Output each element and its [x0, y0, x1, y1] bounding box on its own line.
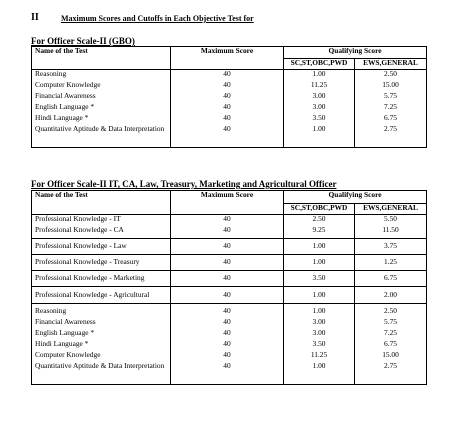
- table-cell: 1.00: [312, 306, 326, 315]
- table-cell: 40: [223, 306, 231, 315]
- table-cell: 40: [223, 91, 231, 100]
- table-cell: 2.50: [384, 306, 397, 315]
- ews-column: [355, 304, 427, 385]
- section-title: Maximum Scores and Cutoffs in Each Objective Test for: [61, 14, 254, 23]
- table-cell: Reasoning: [35, 69, 67, 78]
- col-header-name: Name of the Test: [32, 191, 171, 215]
- table-cell: 6.75: [384, 113, 397, 122]
- table-cell: Financial Awareness: [35, 91, 96, 100]
- ews-column: [355, 70, 427, 148]
- table-cell: 1.25: [355, 255, 427, 271]
- table-cell: 6.75: [384, 339, 397, 348]
- table-cell: 2.50: [384, 69, 397, 78]
- table-cell: 40: [223, 80, 231, 89]
- max-column: [171, 215, 284, 239]
- col-header-ews: EWS,GENERAL: [355, 59, 427, 70]
- section-number: II: [31, 12, 39, 23]
- table-cell: 40: [223, 317, 231, 326]
- table-cell: 2.75: [384, 361, 397, 370]
- table-cell: 3.00: [312, 328, 326, 337]
- table-cell: 15.00: [382, 350, 399, 359]
- table-cell: 40: [223, 113, 231, 122]
- sc-column: [284, 304, 355, 385]
- table-cell: 40: [171, 271, 284, 287]
- col-header-name: Name of the Test: [32, 47, 171, 70]
- table-cell: 11.25: [310, 80, 328, 89]
- table-cell: English Language *: [35, 102, 95, 111]
- table-cell: 1.00: [284, 239, 355, 255]
- table-cell: 40: [223, 69, 231, 78]
- table-cell: Computer Knowledge: [35, 350, 101, 359]
- table-cell: 6.75: [355, 271, 427, 287]
- table-cell: 3.00: [312, 317, 326, 326]
- max-column: [171, 304, 284, 385]
- table-cell: 2.50: [312, 214, 326, 223]
- col-header-ews: EWS,GENERAL: [355, 204, 427, 215]
- table-cell: Reasoning: [35, 306, 67, 315]
- table-cell: Hindi Language *: [35, 113, 89, 122]
- table-cell: 40: [223, 328, 231, 337]
- table-1-heading: For Officer Scale-II (GBO): [31, 36, 135, 46]
- specialist-score-table: [31, 190, 427, 385]
- gbo-score-table: [31, 46, 427, 148]
- col-header-sc: SC,ST,OBC,PWD: [284, 59, 355, 70]
- table-cell: 7.25: [384, 102, 397, 111]
- col-header-qualifying: Qualifying Score: [284, 191, 427, 204]
- table-cell: 3.00: [312, 91, 326, 100]
- table-cell: Professional Knowledge - Marketing: [32, 271, 171, 287]
- table-cell: 5.75: [384, 91, 397, 100]
- table-cell: 40: [223, 361, 231, 370]
- max-column: [171, 70, 284, 148]
- sc-column: [284, 70, 355, 148]
- table-cell: 40: [171, 255, 284, 271]
- name-column: [32, 215, 171, 239]
- table-2-heading: For Officer Scale-II IT, CA, Law, Treasury, Marketing and Agricultural Officer: [31, 179, 337, 189]
- table-cell: 40: [223, 214, 231, 223]
- name-column: [32, 70, 171, 148]
- sc-column: [284, 215, 355, 239]
- name-column: [32, 304, 171, 385]
- table-cell: 1.00: [284, 255, 355, 271]
- table-cell: English Language *: [35, 328, 95, 337]
- col-header-max: Maximum Score: [171, 47, 284, 70]
- table-cell: 5.75: [384, 317, 397, 326]
- table-cell: 9.25: [312, 225, 326, 234]
- table-row: [32, 271, 427, 287]
- table-cell: 40: [171, 239, 284, 255]
- table-cell: 5.50: [384, 214, 397, 223]
- table-cell: 40: [223, 225, 231, 234]
- table-cell: 40: [171, 287, 284, 304]
- table-cell: Professional Knowledge - IT: [35, 214, 121, 223]
- table-cell: 3.50: [284, 271, 355, 287]
- table-cell: 11.25: [310, 350, 328, 359]
- table-cell: 7.25: [384, 328, 397, 337]
- table-cell: 3.50: [312, 113, 326, 122]
- table-cell: Professional Knowledge - CA: [35, 225, 124, 234]
- table-cell: 40: [223, 339, 231, 348]
- table-cell: 1.00: [312, 361, 326, 370]
- col-header-qualifying: Qualifying Score: [284, 47, 427, 59]
- table-cell: 1.00: [312, 69, 326, 78]
- table-cell: Computer Knowledge: [35, 80, 101, 89]
- col-header-sc: SC,ST,OBC,PWD: [284, 204, 355, 215]
- table-cell: Professional Knowledge - Agricultural: [32, 287, 171, 304]
- table-cell: 3.00: [312, 102, 326, 111]
- col-header-max: Maximum Score: [171, 191, 284, 215]
- table-cell: Quantitative Aptitude & Data Interpretation: [35, 361, 165, 370]
- table-cell: 1.00: [284, 287, 355, 304]
- table-cell: Financial Awareness: [35, 317, 96, 326]
- table-cell: 40: [223, 350, 231, 359]
- table-cell: Quantitative Aptitude & Data Interpretation: [35, 124, 165, 133]
- table-cell: 11.50: [382, 225, 399, 234]
- table-row: [32, 255, 427, 271]
- section-heading: [0, 0, 474, 24]
- table-cell: 2.75: [384, 124, 397, 133]
- table-cell: 40: [223, 124, 231, 133]
- table-cell: 3.75: [355, 239, 427, 255]
- table-cell: 3.50: [312, 339, 326, 348]
- ews-column: [355, 215, 427, 239]
- table-cell: 2.00: [355, 287, 427, 304]
- table-row: [32, 287, 427, 304]
- table-cell: Hindi Language *: [35, 339, 89, 348]
- table-cell: 40: [223, 102, 231, 111]
- table-cell: Professional Knowledge - Law: [32, 239, 171, 255]
- table-row: [32, 239, 427, 255]
- table-cell: Professional Knowledge - Treasury: [32, 255, 171, 271]
- table-cell: 1.00: [312, 124, 326, 133]
- table-cell: 15.00: [382, 80, 399, 89]
